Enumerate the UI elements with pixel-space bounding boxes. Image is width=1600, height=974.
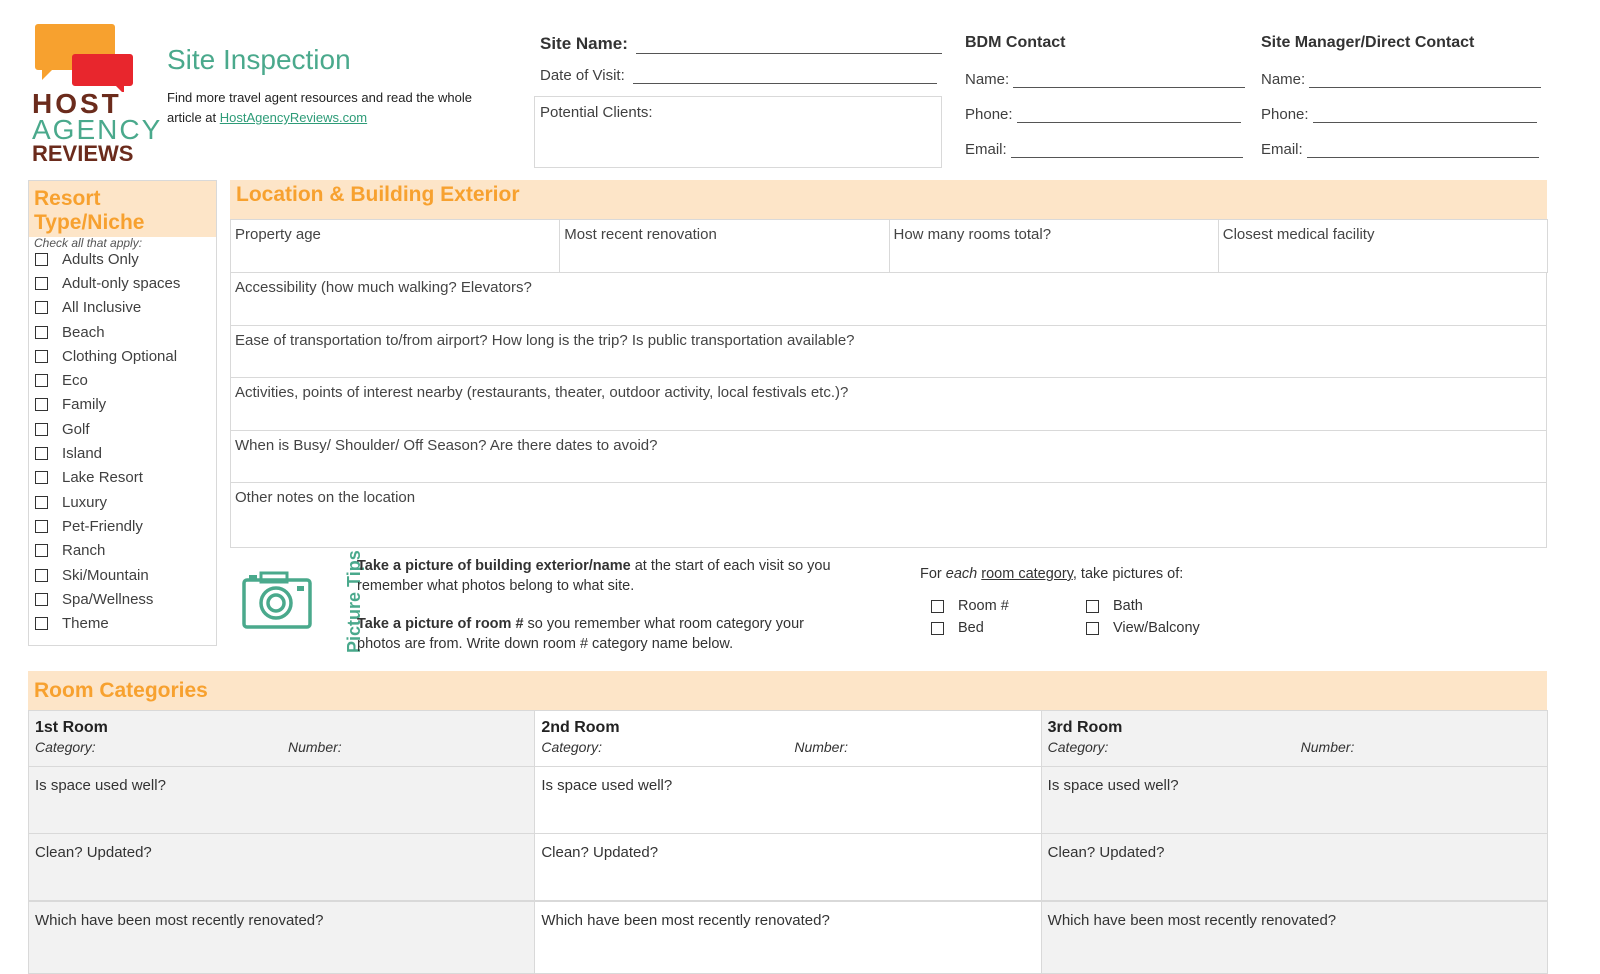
potential-clients-label: Potential Clients:: [540, 104, 653, 121]
site-name-field[interactable]: [636, 39, 942, 54]
header-desc-line2: [167, 108, 472, 128]
resort-option[interactable]: [29, 393, 216, 417]
resort-option[interactable]: [29, 417, 216, 441]
resort-option[interactable]: [29, 539, 216, 563]
resort-option[interactable]: [29, 296, 216, 320]
manager-email-field[interactable]: [1307, 143, 1539, 158]
location-question[interactable]: [230, 377, 1547, 431]
room-category-link: room category: [981, 566, 1073, 582]
resort-option-label: Pet-Friendly: [62, 517, 143, 535]
date-field[interactable]: [633, 69, 937, 84]
date-of-visit-row: [540, 67, 937, 84]
location-question[interactable]: [230, 325, 1547, 379]
picture-check-option[interactable]: [1086, 620, 1200, 636]
resort-type-list: [29, 237, 216, 636]
checkbox[interactable]: [35, 617, 48, 630]
logo-speech-bubbles-icon: [30, 22, 148, 92]
tip-1-line2: remember what photos belong to what site.: [357, 578, 635, 594]
bdm-email-label: Email:: [965, 141, 1007, 158]
checkbox[interactable]: [35, 496, 48, 509]
manager-name-label: Name:: [1261, 71, 1306, 88]
room-question-label: Is space used well?: [1047, 777, 1179, 794]
resort-option[interactable]: [29, 344, 216, 368]
checkbox[interactable]: [35, 423, 48, 436]
checkbox[interactable]: [35, 253, 48, 266]
site-name-row: [540, 34, 942, 54]
room-question[interactable]: [1041, 833, 1548, 901]
room-number-label[interactable]: Number:: [794, 739, 849, 755]
tip-2-line2: photos are from. Write down room # category name below.: [357, 636, 734, 652]
location-question-label: Other notes on the location: [235, 489, 416, 507]
bdm-phone-field[interactable]: [1017, 108, 1241, 123]
location-field[interactable]: [230, 219, 560, 273]
header-description: [167, 88, 472, 128]
location-field[interactable]: [889, 219, 1219, 273]
host-agency-link[interactable]: HostAgencyReviews.com: [219, 110, 368, 125]
checkbox[interactable]: [35, 447, 48, 460]
location-question[interactable]: [230, 272, 1547, 326]
header-desc-prefix: article at: [167, 110, 220, 125]
resort-option-label: Ranch: [62, 542, 106, 560]
checkbox[interactable]: [35, 277, 48, 290]
room-categories-title: Room Categories: [34, 679, 208, 702]
room-question[interactable]: [534, 833, 1041, 901]
for-each: each: [945, 566, 978, 582]
room-number-label[interactable]: Number:: [288, 739, 342, 755]
bdm-phone-label: Phone:: [965, 106, 1013, 123]
room-question[interactable]: [534, 766, 1041, 834]
resort-option[interactable]: [29, 587, 216, 611]
checkbox[interactable]: [931, 600, 944, 613]
location-question-label: Activities, points of interest nearby (restaurants, theater, outdoor activity, local festivals etc.)?: [235, 384, 849, 402]
location-field-label: How many rooms total?: [893, 226, 1052, 243]
picture-tips-text: [357, 556, 877, 654]
resort-option[interactable]: [29, 514, 216, 538]
checkbox[interactable]: [1086, 600, 1099, 613]
resort-option-label: Adults Only: [62, 250, 139, 268]
resort-option-label: Beach: [62, 323, 105, 341]
tip-2: [357, 614, 877, 634]
date-label: Date of Visit:: [540, 67, 625, 84]
logo-agency: AGENCY: [32, 114, 163, 145]
room-name: 3rd Room: [1047, 719, 1123, 736]
picture-check-label: View/Balcony: [1113, 620, 1200, 636]
picture-check-label: Room #: [958, 598, 1009, 614]
room-question-label: Which have been most recently renovated?: [541, 911, 830, 929]
room-meta: [35, 737, 534, 755]
for-suffix: , take pictures of:: [1072, 566, 1184, 582]
checkbox[interactable]: [35, 398, 48, 411]
manager-name-row: [1261, 71, 1541, 88]
room-question-label: Clean? Updated?: [1047, 844, 1165, 862]
resort-option-label: Family: [62, 396, 107, 414]
bdm-title: BDM Contact: [965, 34, 1066, 51]
resort-option-label: Lake Resort: [62, 469, 143, 487]
room-number-label[interactable]: Number:: [1300, 739, 1355, 755]
checkbox[interactable]: [931, 622, 944, 635]
resort-option-label: Theme: [62, 615, 109, 633]
for-prefix: For: [920, 566, 946, 582]
location-question[interactable]: [230, 430, 1547, 484]
bdm-phone-row: [965, 106, 1241, 123]
room-categories-header: [28, 671, 1547, 711]
location-field-label: Most recent renovation: [564, 226, 717, 243]
bdm-name-field[interactable]: [1013, 73, 1245, 88]
site-name-label: Site Name:: [540, 34, 628, 53]
room-column-header: [28, 710, 535, 767]
manager-email-row: [1261, 141, 1539, 158]
location-question-label: When is Busy/ Shoulder/ Off Season? Are there dates to avoid?: [235, 436, 658, 454]
room-question-label: Which have been most recently renovated?: [35, 911, 324, 929]
checkbox[interactable]: [35, 326, 48, 339]
resort-type-subtitle: Check all that apply:: [34, 236, 143, 250]
location-question-label: Ease of transportation to/from airport? How long is the trip? Is public transportation available?: [235, 331, 855, 349]
location-field[interactable]: [559, 219, 889, 273]
location-question[interactable]: [230, 482, 1547, 548]
picture-check-label: Bath: [1113, 598, 1143, 614]
room-column-header: [1041, 710, 1548, 767]
tip-2-bold: Take a picture of room #: [357, 616, 524, 632]
picture-tips-vertical-label: Picture Tips: [344, 550, 364, 653]
manager-phone-row: [1261, 106, 1537, 123]
checkbox[interactable]: [35, 374, 48, 387]
room-question-label: Is space used well?: [35, 777, 166, 794]
checkbox[interactable]: [35, 593, 48, 606]
resort-option[interactable]: [29, 563, 216, 587]
room-question[interactable]: [1041, 766, 1548, 834]
room-question-label: Clean? Updated?: [541, 844, 659, 862]
picture-check-option[interactable]: [1086, 598, 1143, 614]
room-category-label[interactable]: Category:: [35, 739, 96, 755]
checkbox[interactable]: [35, 544, 48, 557]
location-question-label: Accessibility (how much walking? Elevators?: [235, 279, 532, 296]
checkbox[interactable]: [35, 569, 48, 582]
room-question[interactable]: [1041, 901, 1548, 974]
room-question-label: Clean? Updated?: [35, 844, 152, 862]
room-category-label[interactable]: Category:: [1047, 739, 1109, 755]
resort-option-label: Island: [62, 445, 103, 463]
location-title: Location & Building Exterior: [236, 183, 520, 206]
resort-option-label: Golf: [62, 420, 90, 438]
location-field-label: Property age: [235, 226, 321, 243]
room-meta: [541, 737, 1040, 755]
resort-option[interactable]: [29, 466, 216, 490]
checkbox[interactable]: [1086, 622, 1099, 635]
potential-clients-box[interactable]: [534, 96, 942, 168]
room-question[interactable]: [28, 901, 535, 974]
resort-option[interactable]: [29, 368, 216, 392]
logo-reviews: REVIEWS: [32, 141, 134, 166]
resort-option-label: Spa/Wellness: [62, 590, 154, 608]
picture-check-label: Bed: [958, 620, 984, 636]
bdm-name-row: [965, 71, 1245, 88]
resort-option[interactable]: [29, 611, 216, 635]
room-question-label: Is space used well?: [541, 777, 673, 794]
resort-option[interactable]: [29, 271, 216, 295]
checkbox[interactable]: [35, 520, 48, 533]
resort-option-label: Ski/Mountain: [62, 566, 149, 584]
resort-option[interactable]: [29, 490, 216, 514]
room-column-header: [534, 710, 1041, 767]
tip-1: [357, 556, 877, 576]
tip-1-rest: at the start of each visit so you: [630, 558, 831, 574]
camera-icon: [241, 570, 313, 635]
resort-option-label: All Inclusive: [62, 299, 142, 317]
logo: [30, 22, 163, 172]
manager-email-label: Email:: [1261, 141, 1303, 158]
room-question[interactable]: [534, 901, 1041, 974]
manager-phone-label: Phone:: [1261, 106, 1309, 123]
resort-option-label: Clothing Optional: [62, 347, 178, 365]
resort-option[interactable]: [29, 441, 216, 465]
resort-type-header: [29, 181, 216, 250]
location-header: [230, 180, 1547, 220]
resort-option-label: Luxury: [62, 493, 108, 511]
location-field-label: Closest medical facility: [1222, 226, 1375, 243]
room-question-label: Which have been most recently renovated?: [1047, 911, 1337, 929]
checkbox[interactable]: [35, 350, 48, 363]
room-category-label[interactable]: Category:: [541, 739, 603, 755]
resort-option[interactable]: [29, 247, 216, 271]
room-category-instructions: [920, 566, 1183, 582]
header-desc-line1: Find more travel agent resources and read the whole: [167, 90, 472, 105]
picture-check-option[interactable]: [931, 598, 1009, 614]
resort-type-panel: [28, 180, 217, 646]
tip-1-bold: Take a picture of building exterior/name: [357, 558, 631, 574]
room-meta: [1048, 737, 1547, 755]
bdm-email-field[interactable]: [1011, 143, 1243, 158]
page-title: Site Inspection: [167, 44, 351, 75]
room-question[interactable]: [28, 833, 535, 901]
resort-type-title: Resort Type/Niche: [34, 187, 145, 234]
bdm-name-label: Name:: [965, 71, 1010, 88]
room-name: 2nd Room: [541, 719, 620, 736]
resort-option[interactable]: [29, 320, 216, 344]
room-name: 1st Room: [35, 719, 108, 736]
resort-option-label: Eco: [62, 372, 88, 390]
manager-title: Site Manager/Direct Contact: [1261, 34, 1475, 51]
manager-name-field[interactable]: [1309, 73, 1541, 88]
bdm-email-row: [965, 141, 1243, 158]
room-question[interactable]: [28, 766, 535, 834]
picture-check-option[interactable]: [931, 620, 984, 636]
manager-phone-field[interactable]: [1313, 108, 1537, 123]
logo-host: HOST: [32, 88, 122, 119]
checkbox[interactable]: [35, 301, 48, 314]
tip-2-rest: so you remember what room category your: [523, 616, 804, 632]
checkbox[interactable]: [35, 471, 48, 484]
resort-option-label: Adult-only spaces: [62, 274, 181, 292]
location-field[interactable]: [1218, 219, 1548, 273]
